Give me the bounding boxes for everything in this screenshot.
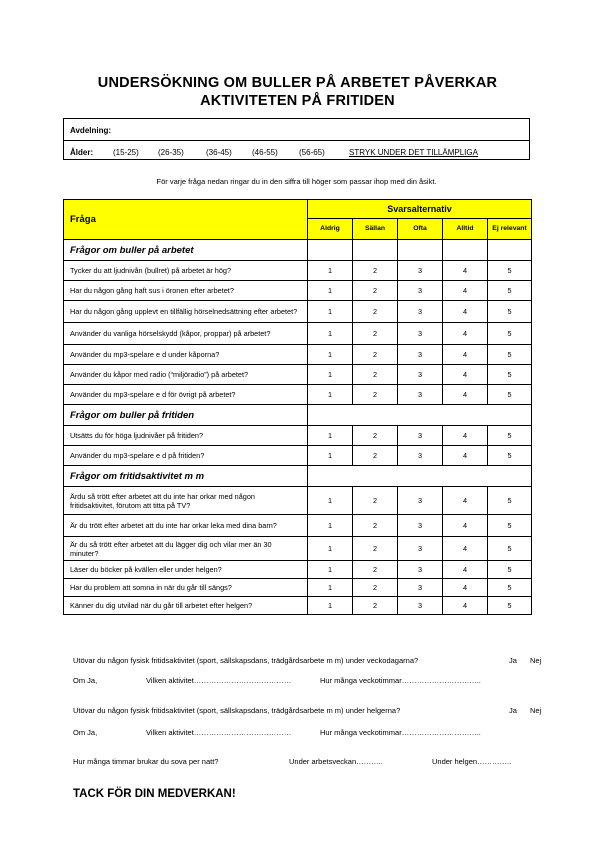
question-row xyxy=(64,323,532,345)
answer-option-3[interactable]: 3 xyxy=(398,561,443,579)
question-row xyxy=(64,537,532,561)
answer-option-2[interactable]: 2 xyxy=(353,345,398,365)
weekday-om-ja-label: Om Ja, xyxy=(73,676,98,685)
weekday-ja-option[interactable]: Ja xyxy=(509,656,517,665)
section-title: Frågor om buller på arbetet xyxy=(64,240,308,261)
question-row xyxy=(64,301,532,323)
answer-option-2[interactable]: 2 xyxy=(353,261,398,281)
blank-cell xyxy=(488,240,532,261)
question-text: Har du någon gång haft sus i öronen efter arbetet? xyxy=(64,281,308,301)
answer-option-1[interactable]: 1 xyxy=(308,487,353,515)
answer-option-4[interactable]: 4 xyxy=(443,579,488,597)
question-text: Utsätts du för höga ljudnivåer på fritiden? xyxy=(64,426,308,446)
answer-option-2[interactable]: 2 xyxy=(353,385,398,405)
weekday-activity-question: Utövar du någon fysisk fritidsaktivitet (sport, sällskapsdans, trädgårdsarbete m m) under veckodagarna? xyxy=(73,656,419,665)
question-row xyxy=(64,345,532,365)
answer-option-1[interactable]: 1 xyxy=(308,385,353,405)
page-title xyxy=(40,74,555,110)
answer-option-3[interactable]: 3 xyxy=(398,365,443,385)
question-row xyxy=(64,579,532,597)
answer-option-2[interactable]: 2 xyxy=(353,281,398,301)
question-text: Använder du kåpor med radio (“miljöradio”) på arbetet? xyxy=(64,365,308,385)
answer-option-3[interactable]: 3 xyxy=(398,537,443,561)
answer-option-1[interactable]: 1 xyxy=(308,515,353,537)
answer-option-4[interactable]: 4 xyxy=(443,323,488,345)
answer-option-2[interactable]: 2 xyxy=(353,301,398,323)
question-row xyxy=(64,281,532,301)
answer-option-4[interactable]: 4 xyxy=(443,261,488,281)
answer-option-1[interactable]: 1 xyxy=(308,345,353,365)
question-row xyxy=(64,515,532,537)
answer-option-1[interactable]: 1 xyxy=(308,281,353,301)
question-text: Är du trött efter arbetet att du inte har orkar leka med dina barn? xyxy=(64,515,308,537)
answer-option-1[interactable]: 1 xyxy=(308,301,353,323)
question-text: Har du problem att somna in när du går till sängs? xyxy=(64,579,308,597)
sleep-weekend-field[interactable]: Under helgen………….. xyxy=(432,757,512,766)
avdelning-label: Avdelning: xyxy=(70,126,112,135)
question-text: Har du någon gång upplevt en tillfällig hörselnedsättning efter arbetet? xyxy=(64,301,308,323)
question-text: Använder du mp3-spelare e d under kåporna? xyxy=(64,345,308,365)
answer-option-1[interactable]: 1 xyxy=(308,537,353,561)
sleep-question: Hur många timmar brukar du sova per natt? xyxy=(73,757,219,766)
answer-option-5[interactable]: 5 xyxy=(488,281,532,301)
answer-option-3[interactable]: 3 xyxy=(398,261,443,281)
answer-option-5[interactable]: 5 xyxy=(488,579,532,597)
weekend-om-ja-label: Om Ja, xyxy=(73,728,98,737)
answer-option-5[interactable]: 5 xyxy=(488,487,532,515)
info-divider xyxy=(64,140,529,141)
answer-option-1[interactable]: 1 xyxy=(308,261,353,281)
answers-column-header: Svarsalternativ xyxy=(308,200,532,219)
answer-option-3[interactable]: 3 xyxy=(398,597,443,615)
answer-option-4[interactable]: 4 xyxy=(443,426,488,446)
blank-cell xyxy=(308,466,532,487)
age-option-46-55[interactable]: (46-55) xyxy=(252,148,278,157)
answer-option-5[interactable]: 5 xyxy=(488,301,532,323)
answer-option-3[interactable]: 3 xyxy=(398,426,443,446)
answer-option-1[interactable]: 1 xyxy=(308,561,353,579)
option-header-1: Aldrig xyxy=(308,219,353,240)
question-text: Läser du böcker på kvällen eller under helgen? xyxy=(64,561,308,579)
answer-option-3[interactable]: 3 xyxy=(398,579,443,597)
question-text: Använder du mp3-spelare e d för övrigt på arbetet? xyxy=(64,385,308,405)
blank-cell xyxy=(308,405,532,426)
question-column-header: Fråga xyxy=(64,200,308,240)
question-text: Är du så trött efter arbetet att du lägger dig och vilar mer än 30 minuter? xyxy=(64,537,308,561)
answer-option-1[interactable]: 1 xyxy=(308,365,353,385)
weekend-nej-option[interactable]: Nej xyxy=(530,706,542,715)
question-row xyxy=(64,487,532,515)
answer-option-1[interactable]: 1 xyxy=(308,426,353,446)
age-option-56-65[interactable]: (56-65) xyxy=(299,148,325,157)
question-row xyxy=(64,261,532,281)
answer-option-5[interactable]: 5 xyxy=(488,446,532,466)
answer-option-2[interactable]: 2 xyxy=(353,579,398,597)
answer-option-4[interactable]: 4 xyxy=(443,487,488,515)
title-line-2: AKTIVITETEN PÅ FRITIDEN xyxy=(200,93,395,109)
question-row xyxy=(64,446,532,466)
answer-option-3[interactable]: 3 xyxy=(398,345,443,365)
section-title: Frågor om buller på fritiden xyxy=(64,405,308,426)
answer-option-4[interactable]: 4 xyxy=(443,281,488,301)
alder-label: Ålder: xyxy=(70,148,94,157)
question-text: Tycker du att ljudnivån (bullret) på arbetet är hög? xyxy=(64,261,308,281)
answer-option-2[interactable]: 2 xyxy=(353,597,398,615)
answer-option-4[interactable]: 4 xyxy=(443,597,488,615)
answer-option-1[interactable]: 1 xyxy=(308,446,353,466)
answer-option-2[interactable]: 2 xyxy=(353,426,398,446)
blank-cell xyxy=(308,240,353,261)
age-option-15-25[interactable]: (15-25) xyxy=(113,148,139,157)
answer-option-5[interactable]: 5 xyxy=(488,385,532,405)
answer-option-1[interactable]: 1 xyxy=(308,323,353,345)
title-line-1: UNDERSÖKNING OM BULLER PÅ ARBETET PÅVERKAR xyxy=(97,75,498,91)
answer-option-5[interactable]: 5 xyxy=(488,515,532,537)
blank-cell xyxy=(398,240,443,261)
blank-cell xyxy=(353,240,398,261)
blank-cell xyxy=(443,240,488,261)
question-text: Använder du mp3-spelare e d på fritiden? xyxy=(64,446,308,466)
option-header-4: Alltid xyxy=(443,219,488,240)
answer-option-3[interactable]: 3 xyxy=(398,301,443,323)
question-row xyxy=(64,365,532,385)
answer-option-3[interactable]: 3 xyxy=(398,281,443,301)
section-title: Frågor om fritidsaktivitet m m xyxy=(64,466,308,487)
answer-option-5[interactable]: 5 xyxy=(488,261,532,281)
weekend-ja-option[interactable]: Ja xyxy=(509,706,517,715)
question-row xyxy=(64,426,532,446)
question-row xyxy=(64,385,532,405)
answer-option-5[interactable]: 5 xyxy=(488,537,532,561)
answer-option-3[interactable]: 3 xyxy=(398,446,443,466)
thanks-message: TACK FÖR DIN MEDVERKAN! xyxy=(73,788,236,800)
answer-option-2[interactable]: 2 xyxy=(353,515,398,537)
answer-option-5[interactable]: 5 xyxy=(488,561,532,579)
answer-option-1[interactable]: 1 xyxy=(308,579,353,597)
age-option-36-45[interactable]: (36-45) xyxy=(206,148,232,157)
option-header-2: Sällan xyxy=(353,219,398,240)
answer-option-4[interactable]: 4 xyxy=(443,301,488,323)
answer-option-4[interactable]: 4 xyxy=(443,515,488,537)
section-row xyxy=(64,466,532,487)
answer-option-1[interactable]: 1 xyxy=(308,597,353,615)
answer-option-3[interactable]: 3 xyxy=(398,487,443,515)
answer-option-4[interactable]: 4 xyxy=(443,561,488,579)
answer-option-2[interactable]: 2 xyxy=(353,446,398,466)
question-row xyxy=(64,597,532,615)
weekday-hours-field[interactable]: Hur många veckotimmar………………………….. xyxy=(320,676,481,685)
answer-option-4[interactable]: 4 xyxy=(443,385,488,405)
stryk-instruction: STRYK UNDER DET TILLÄMPLIGA xyxy=(349,148,478,157)
answer-option-4[interactable]: 4 xyxy=(443,446,488,466)
section-row xyxy=(64,405,532,426)
option-header-3: Ofta xyxy=(398,219,443,240)
answer-option-4[interactable]: 4 xyxy=(443,365,488,385)
answer-option-3[interactable]: 3 xyxy=(398,323,443,345)
survey-table xyxy=(63,199,532,615)
respondent-info-box xyxy=(63,118,530,160)
answer-option-4[interactable]: 4 xyxy=(443,537,488,561)
sleep-weekday-field[interactable]: Under arbetsveckan……….. xyxy=(289,757,383,766)
question-text: Ärdu så trött efter arbetet att du inte har orkar med någon fritidsaktivitet, förutom att titta på TV? xyxy=(64,487,308,515)
answer-option-3[interactable]: 3 xyxy=(398,515,443,537)
answer-option-5[interactable]: 5 xyxy=(488,323,532,345)
answer-option-3[interactable]: 3 xyxy=(398,385,443,405)
question-row xyxy=(64,561,532,579)
weekend-hours-field[interactable]: Hur många veckotimmar………………………….. xyxy=(320,728,481,737)
answer-option-2[interactable]: 2 xyxy=(353,537,398,561)
answer-option-4[interactable]: 4 xyxy=(443,345,488,365)
age-option-26-35[interactable]: (26-35) xyxy=(158,148,184,157)
answer-option-5[interactable]: 5 xyxy=(488,426,532,446)
option-header-5: Ej relevant xyxy=(488,219,532,240)
answer-option-5[interactable]: 5 xyxy=(488,597,532,615)
answer-option-2[interactable]: 2 xyxy=(353,365,398,385)
answer-option-5[interactable]: 5 xyxy=(488,365,532,385)
answer-option-5[interactable]: 5 xyxy=(488,345,532,365)
weekend-activity-question: Utövar du någon fysisk fritidsaktivitet (sport, sällskapsdans, trädgårdsarbete m m) under helgerna? xyxy=(73,706,401,715)
instruction-text: För varje fråga nedan ringar du in den siffra till höger som passar ihop med din åsikt. xyxy=(156,177,437,186)
answer-option-2[interactable]: 2 xyxy=(353,561,398,579)
weekday-nej-option[interactable]: Nej xyxy=(530,656,542,665)
answer-option-2[interactable]: 2 xyxy=(353,487,398,515)
question-text: Använder du vanliga hörselskydd (kåpor, proppar) på arbetet? xyxy=(64,323,308,345)
table-header-row xyxy=(64,200,532,219)
section-row xyxy=(64,240,532,261)
answer-option-2[interactable]: 2 xyxy=(353,323,398,345)
weekend-activity-field[interactable]: Vilken aktivitet………………………………… xyxy=(146,728,292,737)
question-text: Känner du dig utvilad när du går till arbetet efter helgen? xyxy=(64,597,308,615)
weekday-activity-field[interactable]: Vilken aktivitet………………………………… xyxy=(146,676,292,685)
